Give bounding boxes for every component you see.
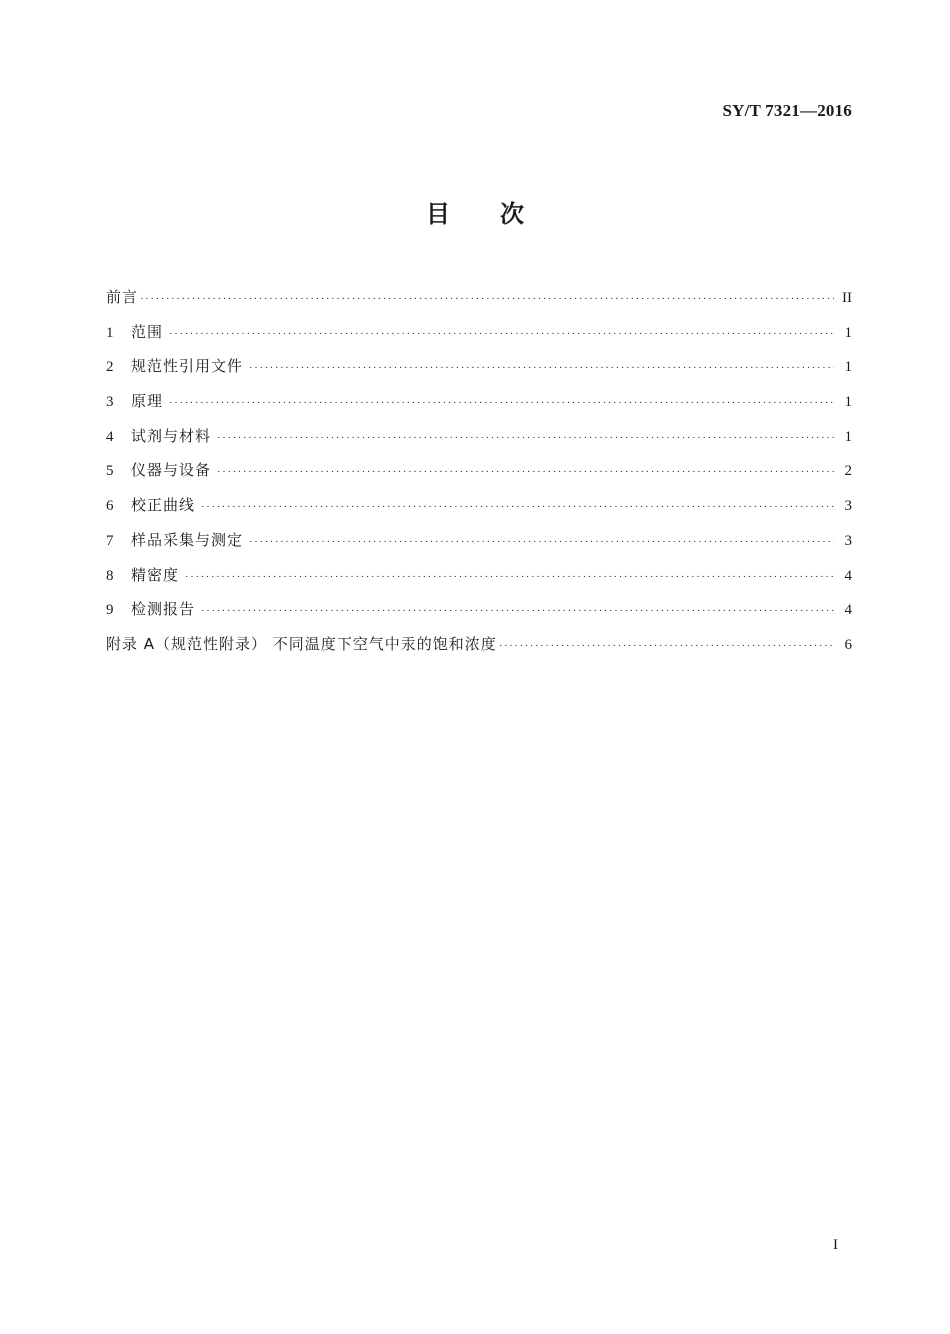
toc-entry-precision[interactable] [106, 558, 852, 593]
toc-leader-dots [249, 351, 834, 386]
toc-entry-annex-a[interactable] [106, 627, 852, 662]
toc-leader-dots [217, 421, 834, 456]
toc-entry-reagents-materials[interactable] [106, 419, 852, 454]
toc-page-number: II [842, 290, 852, 306]
toc-section-number: 6 [106, 498, 114, 515]
toc-label: 校正曲线 [131, 496, 196, 515]
toc-section-number: 1 [106, 324, 114, 341]
toc-leader-dots [201, 594, 834, 629]
toc-label: 样品采集与测定 [131, 530, 244, 549]
toc-section-number: 2 [106, 359, 114, 376]
toc-leader-dots [201, 490, 834, 525]
toc-leader-dots [499, 629, 834, 664]
toc-page-number: 3 [844, 498, 852, 515]
standard-code: SY/T 7321—2016 [722, 101, 852, 120]
toc-entry-instruments-equipment[interactable] [106, 453, 852, 488]
toc-page-number: 3 [844, 532, 852, 549]
toc-page-number: 4 [844, 567, 852, 584]
toc-label: 仪器与设备 [131, 461, 212, 480]
toc-leader-dots [169, 386, 834, 421]
toc-label: 试剂与材料 [131, 426, 212, 445]
footer-page-number: I [833, 1237, 838, 1253]
toc-page-number: 1 [844, 428, 852, 445]
toc-leader-dots [249, 525, 834, 560]
toc-section-number: 3 [106, 394, 114, 411]
toc-page-number: 1 [844, 359, 852, 376]
page-title: 目次 [426, 200, 574, 228]
toc-label: 检测报告 [131, 600, 196, 619]
toc-section-number: 7 [106, 532, 114, 549]
toc-entry-test-report[interactable] [106, 592, 852, 627]
toc-leader-dots [217, 455, 834, 490]
toc-label: 前言 [106, 288, 139, 306]
toc-entry-principle[interactable] [106, 384, 852, 419]
toc-page-number: 1 [844, 324, 852, 341]
toc-entry-scope[interactable] [106, 315, 852, 350]
toc-page-number: 2 [844, 463, 852, 480]
toc-section-number: 4 [106, 428, 114, 445]
toc-page-number: 1 [844, 394, 852, 411]
toc-page-number: 4 [844, 602, 852, 619]
toc-label: 精密度 [131, 565, 180, 584]
toc-page-number: 6 [844, 636, 852, 653]
toc-label: 附录 A（规范性附录） 不同温度下空气中汞的饱和浓度 [106, 634, 497, 653]
toc-leader-dots [185, 560, 834, 595]
toc-section-number: 8 [106, 567, 114, 584]
toc-section-number: 5 [106, 463, 114, 480]
toc-entry-foreword[interactable] [106, 280, 852, 315]
toc-entry-calibration-curve[interactable] [106, 488, 852, 523]
toc-label: 原理 [131, 392, 164, 411]
table-of-contents [106, 280, 852, 662]
toc-label: 范围 [131, 322, 164, 341]
toc-section-number: 9 [106, 602, 114, 619]
toc-entry-sampling-measurement[interactable] [106, 523, 852, 558]
toc-label: 规范性引用文件 [131, 357, 244, 376]
toc-leader-dots [169, 317, 834, 352]
toc-entry-normative-references[interactable] [106, 349, 852, 384]
toc-leader-dots [140, 282, 834, 317]
